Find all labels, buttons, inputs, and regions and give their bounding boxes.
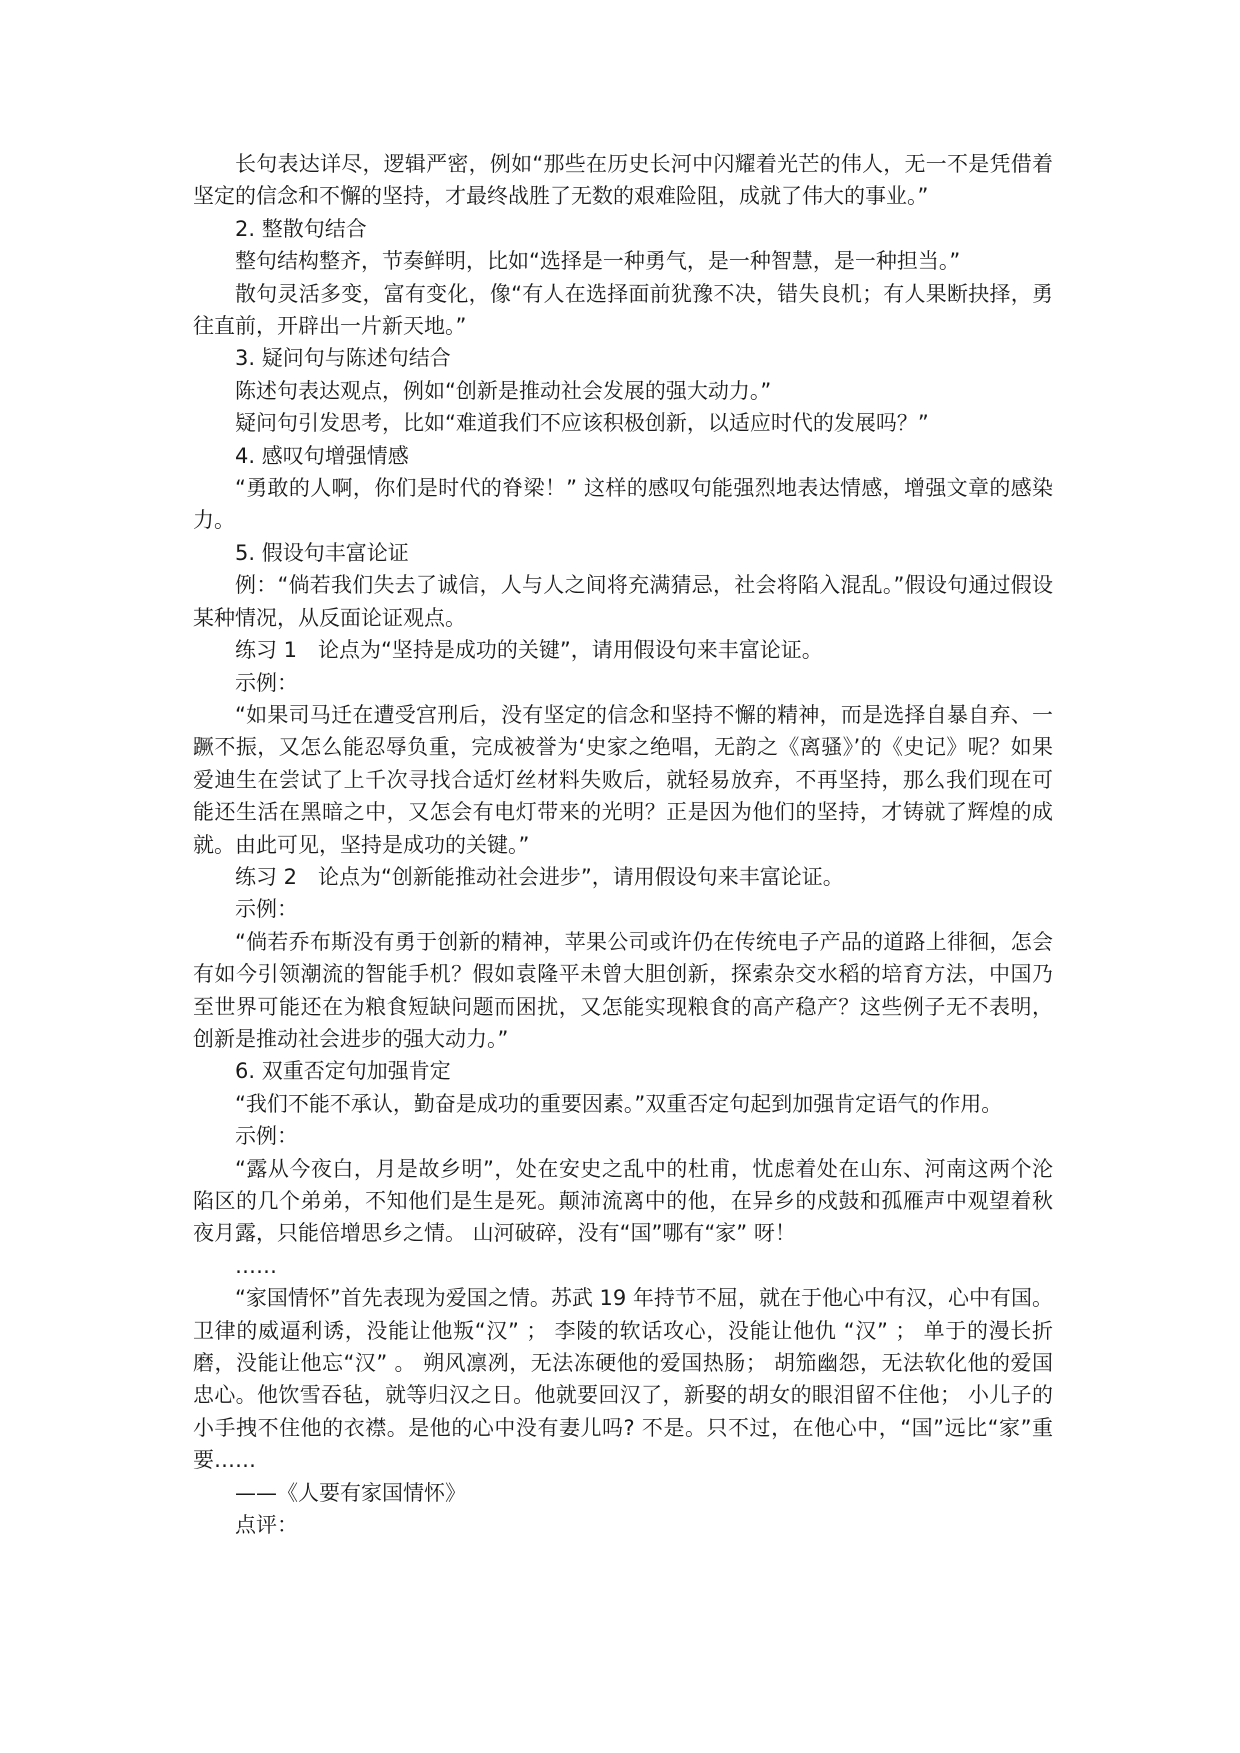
example-label: 示例： [235,1124,298,1149]
paragraph-question: 疑问句引发思考，比如“难道我们不应该积极创新，以适应时代的发展吗？” [235,411,929,436]
heading-4-exclamation: 4. 感叹句增强情感 [235,443,409,468]
exercise-2-example-text: “倘若乔布斯没有勇于创新的精神，苹果公司或许仍在传统电子产品的道路上徘徊，怎会有如今引领潮流的智能手机？假如袁隆平未曾大胆创新，探索杂交水稻的培育方法，中国乃至世界可能还在为粮食短缺问题而困扰，又怎能实现粮食的高产稳产？这些例子无不表明，创新是推动社会进步的强大动力。” [193,929,1053,1051]
exercise-2-example-label: 示例： [235,897,298,922]
comment-label: 点评： [235,1513,298,1538]
paragraph-du-fu-example: “露从今夜白，月是故乡明”，处在安史之乱中的杜甫，忧虑着处在山东、河南这两个沦陷区的几个弟弟，不知他们是生是死。颠沛流离中的他，在异乡的戍鼓和孤雁声中观望着秋夜月露，只能倍增思乡之情。 山河破碎，没有“国”哪有“家” 呀！ [193,1156,1053,1246]
paragraph-su-wu-example: “家国情怀”首先表现为爱国之情。苏武 19 年持节不屈，就在于他心中有汉，心中有国。卫律的威逼利诱，没能让他叛“汉” ； 李陵的软话攻心，没能让他仇 “汉” ； 单于的漫长折磨，没能让他忘“汉” 。 朔风凛冽，无法冻硬他的爱国热肠； 胡笳幽怨，无法软化他的爱国忠心。他饮雪吞毡，就等归汉之日。他就要回汉了，新娶的胡女的眼泪留不住他； 小儿子的小手拽不住他的衣襟。是他的心中没有妻儿吗? 不是。只不过，在他心中，“国”远比“家”重要…… [193,1286,1053,1473]
exercise-1-example-label: 示例： [235,670,298,695]
heading-2-regular-loose-sentences: 2. 整散句结合 [235,216,367,241]
paragraph-loose-sentence: 散句灵活多变，富有变化，像“有人在选择面前犹豫不决，错失良机；有人果断抉择，勇往直前，开辟出一片新天地。” [193,281,1053,339]
exercise-1-prompt: 练习 1 论点为“坚持是成功的关键”，请用假设句来丰富论证。 [235,638,823,663]
paragraph-regular-sentence: 整句结构整齐，节奏鲜明，比如“选择是一种勇气，是一种智慧，是一种担当。” [235,249,961,274]
paragraph-hypothetical-example: 例：“倘若我们失去了诚信，人与人之间将充满猜忌，社会将陷入混乱。”假设句通过假设某种情况，从反面论证观点。 [193,573,1053,630]
heading-5-hypothetical: 5. 假设句丰富论证 [235,540,409,565]
document-body [193,148,1053,1541]
paragraph-exclamation: “勇敢的人啊，你们是时代的脊梁！” 这样的感叹句能强烈地表达情感，增强文章的感染力。 [193,476,1053,533]
ellipsis-line: …… [235,1253,277,1278]
paragraph-long-sentence: 长句表达详尽，逻辑严密，例如“那些在历史长河中闪耀着光芒的伟人，无一不是凭借着坚定的信念和不懈的坚持，才最终战胜了无数的艰难险阻，成就了伟大的事业。” [193,152,1053,209]
heading-6-double-negative: 6. 双重否定句加强肯定 [235,1059,451,1084]
exercise-2-prompt: 练习 2 论点为“创新能推动社会进步”，请用假设句来丰富论证。 [235,864,844,889]
paragraph-double-negative: “我们不能不承认，勤奋是成功的重要因素。”双重否定句起到加强肯定语气的作用。 [235,1091,1003,1116]
source-attribution: ——《人要有家国情怀》 [235,1480,466,1505]
paragraph-statement: 陈述句表达观点，例如“创新是推动社会发展的强大动力。” [235,378,772,403]
heading-3-question-statement: 3. 疑问句与陈述句结合 [235,346,451,371]
exercise-1-example-text: “如果司马迁在遭受宫刑后，没有坚定的信念和坚持不懈的精神，而是选择自暴自弃、一蹶不振，又怎么能忍辱负重，完成被誉为‘史家之绝唱，无韵之《离骚》’的《史记》呢？如果爱迪生在尝试了上千次寻找合适灯丝材料失败后，就轻易放弃，不再坚持，那么我们现在可能还生活在黑暗之中，又怎会有电灯带来的光明？正是因为他们的坚持，才铸就了辉煌的成就。由此可见，坚持是成功的关键。” [193,702,1053,857]
